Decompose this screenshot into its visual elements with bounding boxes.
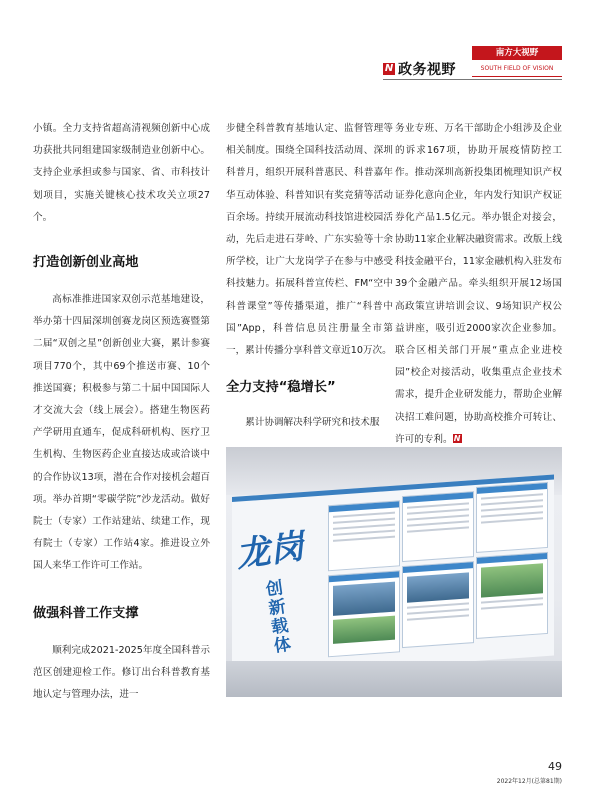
- column-tag: 南方大视野: [472, 46, 562, 60]
- issue-info: 2022年12月(总第81期): [496, 778, 562, 785]
- paragraph-text: 务业专班、万名干部助企小组涉及企业的诉求167项，协助开展疫情防控工作。推动深圳高新投集团梳理知识产权证券化意向企业，年内发行知识产权证券化产品1.5亿元。举办银企对接会，协助11家企业解决融资需求。改版上线科技金融平台，11家金融机构入驻发布39个金融产品。牵头组织开展12场国高政策宣讲培训会议、9场知识产权公益讲座，吸引近2000家次企业参加。联合区相关部门开展“重点企业进校园”校企对接活动，收集重点企业技术需求，提升企业研发能力，帮助企业解决招工难问题，协助高校推介可转让、许可的专利。: [395, 123, 562, 445]
- section-title: 政务视野: [398, 62, 456, 78]
- paragraph: 累计协调解决科学研究和技术服: [245, 417, 380, 429]
- display-card: [328, 570, 400, 657]
- section-heading: 打造创新创业高地: [33, 255, 139, 271]
- header-rule: [383, 79, 562, 80]
- paragraph: 小镇。全力支持省超高清视频创新中心成功获批共同组建国家级制造业创新中心。支持企业承担或参与国家、省、市科技计划项目，实施关键核心技术攻关立项27个。: [33, 123, 210, 223]
- exhibit-subtitle: 创新载体: [264, 578, 293, 657]
- exhibition-photo: [226, 447, 562, 697]
- column-3: [395, 118, 562, 451]
- display-card: [402, 561, 474, 648]
- page-number: 49: [548, 760, 562, 773]
- display-card: [476, 552, 548, 639]
- paragraph: [395, 118, 562, 451]
- column-1: [33, 118, 210, 706]
- end-mark-icon: N: [453, 434, 461, 444]
- display-card: [476, 482, 548, 553]
- section-title-en: SOUTH FIELD OF VISION: [472, 62, 562, 77]
- display-card: [402, 491, 474, 562]
- floor: [226, 661, 562, 697]
- section-brand: [383, 60, 456, 78]
- paragraph: 步健全科普教育基地认定、监督管理等相关制度。围绕全国科技活动周、深圳科普月，组织开展科普惠民、科普嘉年华互动体验、科普知识有奖竞猜等活动百余场。持续开展流动科技馆进校园活动，先后走进石芽岭、广东实验等十余所学校，让广大龙岗学子在参与中感受科技魅力。拓展科普宣传栏、FM“空中科普课堂”等传播渠道，推广“科普中国”App，科普信息员注册量全市第一，累计传播分享科普文章近10万次。: [226, 123, 393, 357]
- column-2: [226, 118, 393, 434]
- exhibit-title: 龙岗: [233, 526, 307, 576]
- magazine-logo-icon: N: [384, 63, 394, 74]
- display-card: [328, 500, 400, 571]
- paragraph: 顺利完成2021-2025年度全国科普示范区创建迎检工作。修订出台科普教育基地认定与管理办法，进一: [33, 644, 211, 701]
- paragraph: 高标准推进国家双创示范基地建设，举办第十四届深圳创赛龙岗区预选赛暨第二届“双创之星”创新创业大赛，累计参赛项目770个，其中69个推送市赛、10个推送国赛；积极参与第二十届中国国际人才交流大会（线上展会）。搭建生物医药产学研用直通车，促成科研机构、医疗卫生机构、生物医药企业直接达成或洽谈中的合作协议13项，潜在合作对接机会超百项。举办首期“零碳学院”沙龙活动。做好院士（专家）工作站建站、续建工作，现有院士（专家）工作站4家。推进设立外国人来华工作许可工作站。: [33, 294, 210, 572]
- section-heading: 全力支持“稳增长”: [226, 380, 336, 396]
- section-heading: 做强科普工作支撑: [33, 605, 139, 621]
